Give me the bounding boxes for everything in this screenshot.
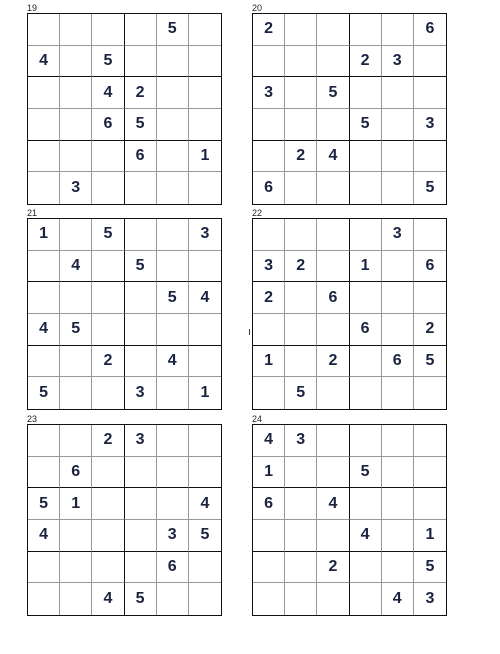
sudoku-cell-r4-c1[interactable]: 4	[28, 314, 60, 346]
sudoku-cell-r2-c3[interactable]	[317, 457, 349, 489]
sudoku-cell-r1-c4[interactable]	[350, 14, 382, 46]
sudoku-cell-r4-c1[interactable]: 4	[28, 520, 60, 552]
sudoku-cell-r4-c1[interactable]	[253, 520, 285, 552]
sudoku-cell-r1-c3[interactable]	[317, 425, 349, 457]
sudoku-cell-r2-c1[interactable]	[253, 46, 285, 78]
puzzle-number: 22	[252, 208, 263, 218]
sudoku-cell-r1-c4[interactable]	[350, 219, 382, 251]
sudoku-cell-r2-c5[interactable]	[157, 457, 189, 489]
sudoku-cell-r3-c1[interactable]	[28, 77, 60, 109]
sudoku-grid	[27, 218, 222, 410]
sudoku-cell-r3-c4[interactable]	[125, 282, 157, 314]
sudoku-cell-r6-c3[interactable]: 4	[92, 583, 124, 615]
sudoku-cell-r4-c3[interactable]	[92, 520, 124, 552]
sudoku-cell-r6-c3[interactable]	[317, 172, 349, 204]
sudoku-cell-r2-c6[interactable]	[189, 251, 221, 283]
sudoku-cell-r5-c4[interactable]	[350, 346, 382, 378]
sudoku-cell-r6-c1[interactable]	[253, 377, 285, 409]
sudoku-cell-r5-c1[interactable]: 1	[253, 346, 285, 378]
sudoku-cell-r3-c5[interactable]	[157, 77, 189, 109]
sudoku-cell-r4-c3[interactable]: 6	[92, 109, 124, 141]
sudoku-cell-r3-c2[interactable]	[285, 488, 317, 520]
sudoku-cell-r4-c1[interactable]	[253, 314, 285, 346]
sudoku-cell-r1-c4[interactable]	[125, 14, 157, 46]
sudoku-cell-r1-c2[interactable]	[60, 219, 92, 251]
sudoku-cell-r3-c6[interactable]	[414, 77, 446, 109]
sudoku-cell-r3-c1[interactable]	[28, 282, 60, 314]
sudoku-grid	[252, 218, 447, 410]
sudoku-cell-r6-c2[interactable]: 3	[60, 172, 92, 204]
sudoku-cell-r4-c5[interactable]	[382, 109, 414, 141]
sudoku-cell-r2-c2[interactable]	[60, 46, 92, 78]
puzzle-number: 19	[27, 3, 38, 13]
sudoku-cell-r5-c1[interactable]	[253, 141, 285, 173]
sudoku-cell-r6-c6[interactable]	[189, 172, 221, 204]
sudoku-cell-r1-c5[interactable]	[382, 425, 414, 457]
sudoku-cell-r6-c5[interactable]: 4	[382, 583, 414, 615]
sudoku-cell-r4-c2[interactable]	[285, 520, 317, 552]
sudoku-cell-r4-c6[interactable]: 2	[414, 314, 446, 346]
sudoku-cell-r6-c4[interactable]	[125, 172, 157, 204]
sudoku-cell-r4-c6[interactable]	[189, 314, 221, 346]
sudoku-cell-r2-c5[interactable]: 3	[382, 46, 414, 78]
sudoku-cell-r2-c4[interactable]: 2	[350, 46, 382, 78]
sudoku-cell-r5-c6[interactable]: 5	[414, 552, 446, 584]
sudoku-cell-r5-c1[interactable]	[28, 552, 60, 584]
sudoku-cell-r5-c3[interactable]: 2	[92, 346, 124, 378]
sudoku-cell-r5-c2[interactable]: 2	[285, 141, 317, 173]
sudoku-cell-r3-c4[interactable]	[350, 77, 382, 109]
sudoku-cell-r2-c6[interactable]	[414, 46, 446, 78]
sudoku-cell-r6-c1[interactable]: 5	[28, 377, 60, 409]
sudoku-grid	[27, 13, 222, 205]
sudoku-cell-r6-c4[interactable]	[350, 583, 382, 615]
sudoku-cell-r4-c4[interactable]: 6	[350, 314, 382, 346]
sudoku-cell-r1-c6[interactable]	[414, 219, 446, 251]
sudoku-cell-r4-c2[interactable]	[60, 520, 92, 552]
sudoku-cell-r2-c3[interactable]	[92, 457, 124, 489]
sudoku-cell-r5-c5[interactable]	[382, 552, 414, 584]
sudoku-cell-r4-c5[interactable]	[382, 520, 414, 552]
sudoku-cell-r2-c3[interactable]	[317, 46, 349, 78]
sudoku-cell-r2-c4[interactable]	[125, 46, 157, 78]
sudoku-cell-r6-c4[interactable]	[350, 377, 382, 409]
sudoku-cell-r2-c3[interactable]	[317, 251, 349, 283]
sudoku-cell-r4-c2[interactable]	[60, 109, 92, 141]
sudoku-cell-r5-c3[interactable]: 2	[317, 552, 349, 584]
sudoku-cell-r1-c1[interactable]: 2	[253, 14, 285, 46]
sudoku-cell-r3-c1[interactable]: 6	[253, 488, 285, 520]
sudoku-cell-r1-c3[interactable]	[92, 14, 124, 46]
sudoku-cell-r6-c5[interactable]	[382, 172, 414, 204]
sudoku-cell-r4-c1[interactable]	[253, 109, 285, 141]
sudoku-cell-r5-c4[interactable]	[125, 552, 157, 584]
sudoku-cell-r6-c6[interactable]: 3	[425, 590, 435, 608]
sudoku-cell-r5-c6[interactable]	[189, 552, 221, 584]
sudoku-cell-r2-c5[interactable]	[157, 46, 189, 78]
sudoku-cell-r6-c3[interactable]	[317, 583, 349, 615]
sudoku-cell-r4-c3[interactable]	[317, 520, 349, 552]
sudoku-cell-r1-c4[interactable]	[350, 425, 382, 457]
sudoku-cell-r6-c2[interactable]	[60, 377, 92, 409]
sudoku-cell-r3-c4[interactable]: 2	[125, 77, 157, 109]
sudoku-cell-r3-c2[interactable]	[60, 282, 92, 314]
sudoku-cell-r4-c4[interactable]: 4	[350, 520, 382, 552]
sudoku-cell-r6-c3[interactable]	[92, 172, 124, 204]
sudoku-cell-r5-c3[interactable]	[92, 141, 124, 173]
sudoku-cell-r3-c5[interactable]: 5	[157, 282, 189, 314]
sudoku-cell-r1-c3[interactable]	[317, 14, 349, 46]
sudoku-cell-r2-c2[interactable]: 6	[60, 457, 92, 489]
sudoku-cell-r6-c2[interactable]	[60, 583, 92, 615]
sudoku-grid	[252, 13, 447, 205]
sudoku-cell-r1-c2[interactable]	[285, 219, 317, 251]
sudoku-cell-r3-c2[interactable]	[285, 282, 317, 314]
sudoku-cell-r1-c5[interactable]: 5	[157, 14, 189, 46]
sudoku-cell-r2-c6[interactable]: 6	[414, 251, 446, 283]
sudoku-cell-r4-c2[interactable]	[285, 314, 317, 346]
sudoku-cell-r5-c1[interactable]	[28, 346, 60, 378]
sudoku-cell-r1-c6[interactable]	[189, 14, 221, 46]
sudoku-cell-r4-c4[interactable]	[125, 520, 157, 552]
sudoku-cell-r3-c4[interactable]	[350, 282, 382, 314]
sudoku-cell-r2-c4[interactable]	[125, 457, 157, 489]
sudoku-cell-r3-c2[interactable]	[60, 77, 92, 109]
sudoku-cell-r6-c2[interactable]	[285, 583, 317, 615]
sudoku-cell-r1-c4[interactable]: 3	[125, 425, 157, 457]
sudoku-cell-r1-c3[interactable]: 2	[92, 425, 124, 457]
sudoku-cell-r1-c1[interactable]: 4	[253, 425, 285, 457]
sudoku-cell-r5-c5[interactable]: 4	[157, 346, 189, 378]
sudoku-cell-r4-c4[interactable]: 5	[350, 109, 382, 141]
sudoku-cell-r1-c6[interactable]: 3	[189, 219, 221, 251]
sudoku-cell-r3-c3[interactable]: 4	[317, 488, 349, 520]
sudoku-grid	[27, 424, 222, 616]
sudoku-cell-r1-c2[interactable]: 3	[285, 425, 317, 457]
sudoku-cell-r1-c5[interactable]	[157, 219, 189, 251]
sudoku-cell-r2-c5[interactable]	[382, 251, 414, 283]
stray-tick-mark	[249, 329, 250, 335]
sudoku-cell-r2-c2[interactable]: 4	[60, 251, 92, 283]
sudoku-cell-r2-c6[interactable]	[414, 457, 446, 489]
sudoku-cell-r5-c2[interactable]	[285, 552, 317, 584]
sudoku-cell-r4-c5[interactable]	[382, 314, 414, 346]
sudoku-cell-r3-c6[interactable]	[414, 282, 446, 314]
sudoku-cell-r3-c2[interactable]	[285, 77, 317, 109]
sudoku-cell-r3-c3[interactable]: 6	[317, 282, 349, 314]
sudoku-cell-r2-c1[interactable]: 3	[253, 251, 285, 283]
sudoku-cell-r3-c3[interactable]	[92, 282, 124, 314]
puzzle-number: 23	[27, 414, 38, 424]
sudoku-cell-r2-c4[interactable]: 5	[125, 251, 157, 283]
sudoku-cell-r6-c6[interactable]	[414, 377, 446, 409]
sudoku-cell-r4-c1[interactable]	[28, 109, 60, 141]
sudoku-cell-r4-c6[interactable]: 3	[414, 109, 446, 141]
sudoku-cell-r1-c2[interactable]	[60, 425, 92, 457]
sudoku-cell-r4-c3[interactable]	[92, 314, 124, 346]
sudoku-cell-r2-c3[interactable]	[92, 251, 124, 283]
sudoku-cell-r3-c3[interactable]: 4	[92, 77, 124, 109]
sudoku-grid	[252, 424, 447, 616]
sudoku-cell-r3-c6[interactable]	[414, 488, 446, 520]
sudoku-cell-r1-c5[interactable]	[382, 14, 414, 46]
sudoku-cell-r3-c3[interactable]	[92, 488, 124, 520]
sudoku-cell-r6-c2[interactable]: 5	[285, 377, 317, 409]
sudoku-cell-r1-c5[interactable]: 3	[382, 219, 414, 251]
sudoku-cell-r6-c1[interactable]: 6	[253, 172, 285, 204]
sudoku-cell-r5-c5[interactable]	[382, 141, 414, 173]
sudoku-cell-r2-c4[interactable]: 1	[350, 251, 382, 283]
sudoku-cell-r6-c5[interactable]	[382, 377, 414, 409]
sudoku-cell-r6-c1[interactable]	[28, 172, 60, 204]
sudoku-cell-r3-c4[interactable]	[350, 488, 382, 520]
sudoku-cell-r2-c6[interactable]	[189, 46, 221, 78]
sudoku-cell-r5-c3[interactable]: 2	[317, 346, 349, 378]
sudoku-cell-r1-c6[interactable]	[189, 425, 221, 457]
sudoku-cell-r3-c3[interactable]: 5	[317, 77, 349, 109]
sudoku-cell-r4-c6[interactable]	[189, 109, 221, 141]
sudoku-cell-r4-c2[interactable]	[285, 109, 317, 141]
sudoku-cell-r4-c6[interactable]: 1	[414, 520, 446, 552]
sudoku-cell-r5-c2[interactable]	[285, 346, 317, 378]
sudoku-cell-r5-c6[interactable]	[189, 346, 221, 378]
sudoku-cell-r6-c4[interactable]: 3	[125, 377, 157, 409]
sudoku-cell-r6-c2[interactable]	[285, 172, 317, 204]
sudoku-cell-r3-c1[interactable]: 5	[28, 488, 60, 520]
puzzle-number: 24	[252, 414, 263, 424]
sudoku-cell-r6-c1[interactable]	[28, 583, 60, 615]
sudoku-cell-r1-c6[interactable]	[414, 425, 446, 457]
sudoku-cell-r1-c1[interactable]	[253, 219, 285, 251]
sudoku-cell-r6-c3[interactable]	[92, 377, 124, 409]
sudoku-cell-r3-c5[interactable]	[157, 488, 189, 520]
sudoku-cell-r4-c3[interactable]	[317, 314, 349, 346]
sudoku-cell-r3-c1[interactable]: 2	[253, 282, 285, 314]
sudoku-cell-r6-c6[interactable]: 5	[425, 179, 435, 197]
sudoku-cell-r6-c5[interactable]	[157, 583, 189, 615]
sudoku-cell-r5-c4[interactable]	[125, 346, 157, 378]
sudoku-cell-r6-c4[interactable]: 5	[125, 583, 157, 615]
sudoku-cell-r4-c5[interactable]	[157, 109, 189, 141]
sudoku-cell-r3-c5[interactable]	[382, 282, 414, 314]
sudoku-cell-r4-c4[interactable]: 5	[125, 109, 157, 141]
sudoku-cell-r2-c1[interactable]: 4	[28, 46, 60, 78]
sudoku-cell-r5-c5[interactable]	[157, 141, 189, 173]
sudoku-cell-r6-c4[interactable]	[350, 172, 382, 204]
sudoku-cell-r4-c5[interactable]: 3	[157, 520, 189, 552]
sudoku-cell-r3-c1[interactable]: 3	[253, 77, 285, 109]
sudoku-cell-r4-c4[interactable]	[125, 314, 157, 346]
sudoku-cell-r3-c6[interactable]: 4	[189, 282, 221, 314]
sudoku-cell-r5-c2[interactable]	[60, 346, 92, 378]
sudoku-cell-r1-c1[interactable]	[28, 14, 60, 46]
sudoku-cell-r2-c4[interactable]: 5	[350, 457, 382, 489]
sudoku-cell-r6-c5[interactable]	[157, 377, 189, 409]
sudoku-cell-r4-c6[interactable]: 5	[189, 520, 221, 552]
puzzle-number: 20	[252, 3, 263, 13]
sudoku-cell-r3-c2[interactable]: 1	[60, 488, 92, 520]
sudoku-cell-r2-c6[interactable]	[189, 457, 221, 489]
sudoku-cell-r1-c4[interactable]	[125, 219, 157, 251]
sudoku-cell-r1-c3[interactable]	[317, 219, 349, 251]
sudoku-cell-r5-c3[interactable]	[92, 552, 124, 584]
sudoku-cell-r5-c2[interactable]	[60, 141, 92, 173]
sudoku-cell-r2-c2[interactable]: 2	[285, 251, 317, 283]
sudoku-cell-r3-c4[interactable]	[125, 488, 157, 520]
puzzle-number: 21	[27, 208, 38, 218]
sudoku-cell-r2-c2[interactable]	[285, 457, 317, 489]
sudoku-cell-r4-c5[interactable]	[157, 314, 189, 346]
sudoku-cell-r5-c6[interactable]: 5	[414, 346, 446, 378]
sudoku-cell-r1-c2[interactable]	[285, 14, 317, 46]
sudoku-cell-r6-c5[interactable]	[157, 172, 189, 204]
sudoku-cell-r5-c4[interactable]: 6	[125, 141, 157, 173]
sudoku-cell-r2-c1[interactable]: 1	[253, 457, 285, 489]
sudoku-cell-r4-c3[interactable]	[317, 109, 349, 141]
sudoku-cell-r1-c6[interactable]: 6	[414, 14, 446, 46]
sudoku-cell-r2-c3[interactable]: 5	[92, 46, 124, 78]
sudoku-cell-r5-c3[interactable]: 4	[317, 141, 349, 173]
sudoku-cell-r5-c4[interactable]	[350, 552, 382, 584]
sudoku-cell-r1-c3[interactable]: 5	[92, 219, 124, 251]
sudoku-cell-r5-c1[interactable]	[28, 141, 60, 173]
sudoku-cell-r3-c6[interactable]	[189, 77, 221, 109]
sudoku-cell-r5-c6[interactable]: 1	[189, 141, 221, 173]
sudoku-cell-r2-c5[interactable]	[157, 251, 189, 283]
sudoku-cell-r1-c5[interactable]	[157, 425, 189, 457]
sudoku-cell-r6-c6[interactable]	[189, 583, 221, 615]
sudoku-cell-r5-c2[interactable]	[60, 552, 92, 584]
sudoku-cell-r2-c2[interactable]	[285, 46, 317, 78]
sudoku-cell-r3-c5[interactable]	[382, 77, 414, 109]
sudoku-cell-r1-c2[interactable]	[60, 14, 92, 46]
sudoku-cell-r2-c1[interactable]	[28, 457, 60, 489]
sudoku-cell-r2-c1[interactable]	[28, 251, 60, 283]
sudoku-cell-r3-c6[interactable]: 4	[189, 488, 221, 520]
sudoku-cell-r5-c5[interactable]: 6	[157, 552, 189, 584]
sudoku-cell-r5-c1[interactable]	[253, 552, 285, 584]
sudoku-cell-r1-c1[interactable]	[28, 425, 60, 457]
sudoku-cell-r2-c5[interactable]	[382, 457, 414, 489]
sudoku-cell-r5-c5[interactable]: 6	[382, 346, 414, 378]
sudoku-cell-r3-c5[interactable]	[382, 488, 414, 520]
sudoku-cell-r4-c2[interactable]: 5	[60, 314, 92, 346]
sudoku-cell-r6-c6[interactable]: 1	[200, 384, 210, 402]
sudoku-cell-r5-c6[interactable]	[414, 141, 446, 173]
sudoku-cell-r1-c1[interactable]: 1	[28, 219, 60, 251]
sudoku-cell-r6-c3[interactable]	[317, 377, 349, 409]
sudoku-cell-r6-c1[interactable]	[253, 583, 285, 615]
sudoku-cell-r5-c4[interactable]	[350, 141, 382, 173]
